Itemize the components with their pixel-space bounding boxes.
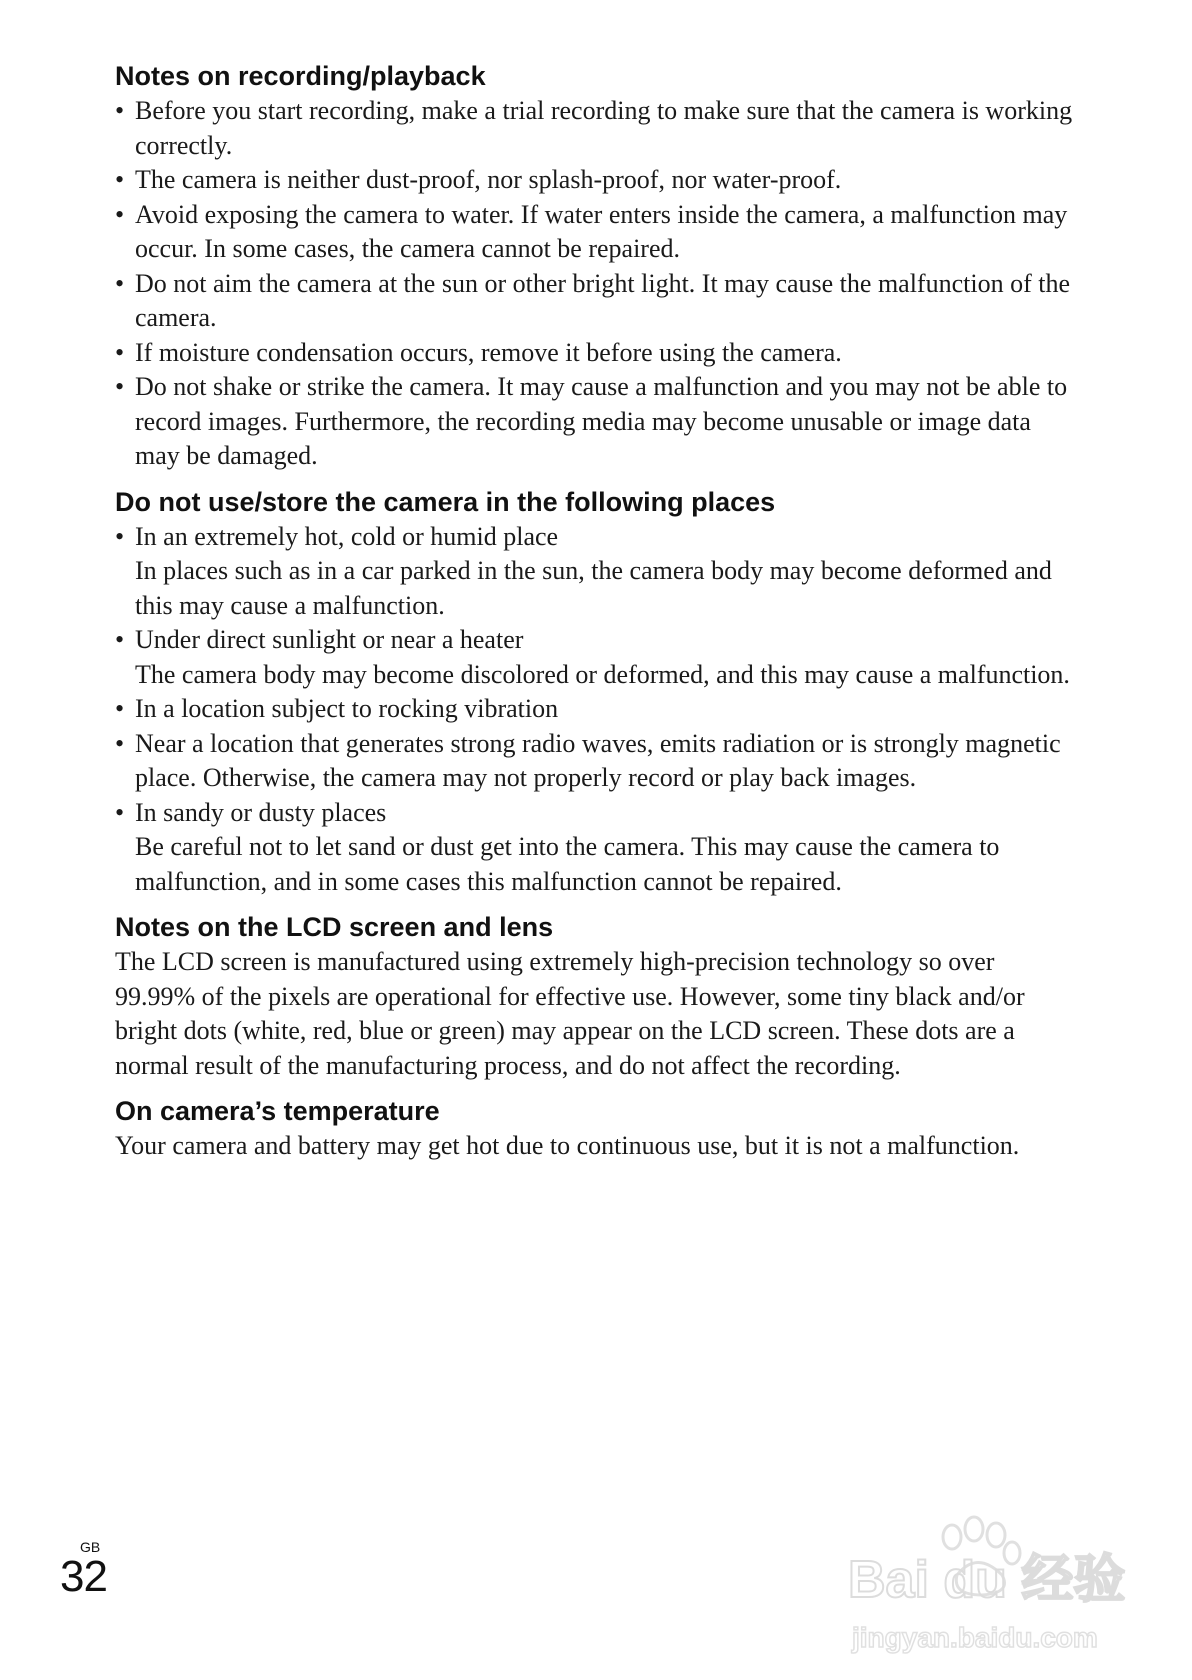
list-item: • In an extremely hot, cold or humid place In places such as in a car parked in the sun, the camera body may become deformed and this may cause a malfunction. [115,521,1052,620]
page-number [60,1540,107,1600]
bullet-icon: • [115,96,125,125]
bullet-icon: • [115,625,125,654]
list-item: • In a location subject to rocking vibration [115,692,1075,727]
lcd-paragraph: The LCD screen is manufactured using extremely high-precision technology so over 99.99% of the pixels are operational for effective use. However, some tiny black and/or bright dots (white, red, blue or green) may appear on the LCD screen. These dots are a normal result of the manufacturing process, and do not affect the recording. [115,947,1025,1080]
section-heading-temperature: On camera’s temperature [115,1096,440,1126]
baidu-watermark-logo [842,1515,1132,1665]
section-heading-places: Do not use/store the camera in the following places [115,486,776,517]
list-item: • Do not shake or strike the camera. It may cause a malfunction and you may not be able to record images. Furthermore, the recording media may become unusable or image data may be damaged. [115,372,1068,470]
list-item: • The camera is neither dust-proof, nor splash-proof, nor water-proof. [115,163,1075,198]
page-number-value: 32 [60,1552,107,1601]
recording-notes-list [115,94,1075,474]
places-list [115,520,1075,900]
bullet-icon: • [115,199,125,229]
bullet-icon: • [115,372,125,401]
bullet-icon: • [115,797,125,827]
section-heading-recording-playback: Notes on recording/playback [115,61,486,91]
watermark-url-text: jingyan.baidu.com [852,1622,1098,1653]
section-heading-lcd-lens: Notes on the LCD screen and lens [115,912,554,942]
region-code: GB [80,1539,101,1555]
list-item: • In sandy or dusty places Be careful not to let sand or dust get into the camera. This may cause the camera to malfunction, and in some cases this malfunction cannot be repaired. [115,797,1000,896]
list-item: • If moisture condensation occurs, remove it before using the camera. [115,336,1075,371]
bullet-icon: • [115,268,125,298]
temperature-paragraph: Your camera and battery may get hot due to continuous use, but it is not a malfunction. [115,1131,1020,1160]
watermark-brand-text: Bai du 经验 [848,1551,1126,1609]
bullet-icon: • [115,728,125,758]
bullet-icon: • [115,337,125,367]
list-item: • Under direct sunlight or near a heater The camera body may become discolored or deformed, and this may cause a malfunction. [115,625,1070,689]
list-item: • Before you start recording, make a trial recording to make sure that the camera is working correctly. [115,96,1073,160]
document-body [115,58,1075,1174]
bullet-icon: • [115,521,125,551]
bullet-icon: • [115,694,125,723]
list-item: • Do not aim the camera at the sun or other bright light. It may cause the malfunction of the camera. [115,268,1070,332]
bullet-icon: • [115,165,125,194]
list-item: • Avoid exposing the camera to water. If water enters inside the camera, a malfunction may occur. In some cases, the camera cannot be repaired. [115,199,1068,263]
list-item: • Near a location that generates strong radio waves, emits radiation or is strongly magnetic place. Otherwise, the camera may not properly record or play back images. [115,728,1061,792]
